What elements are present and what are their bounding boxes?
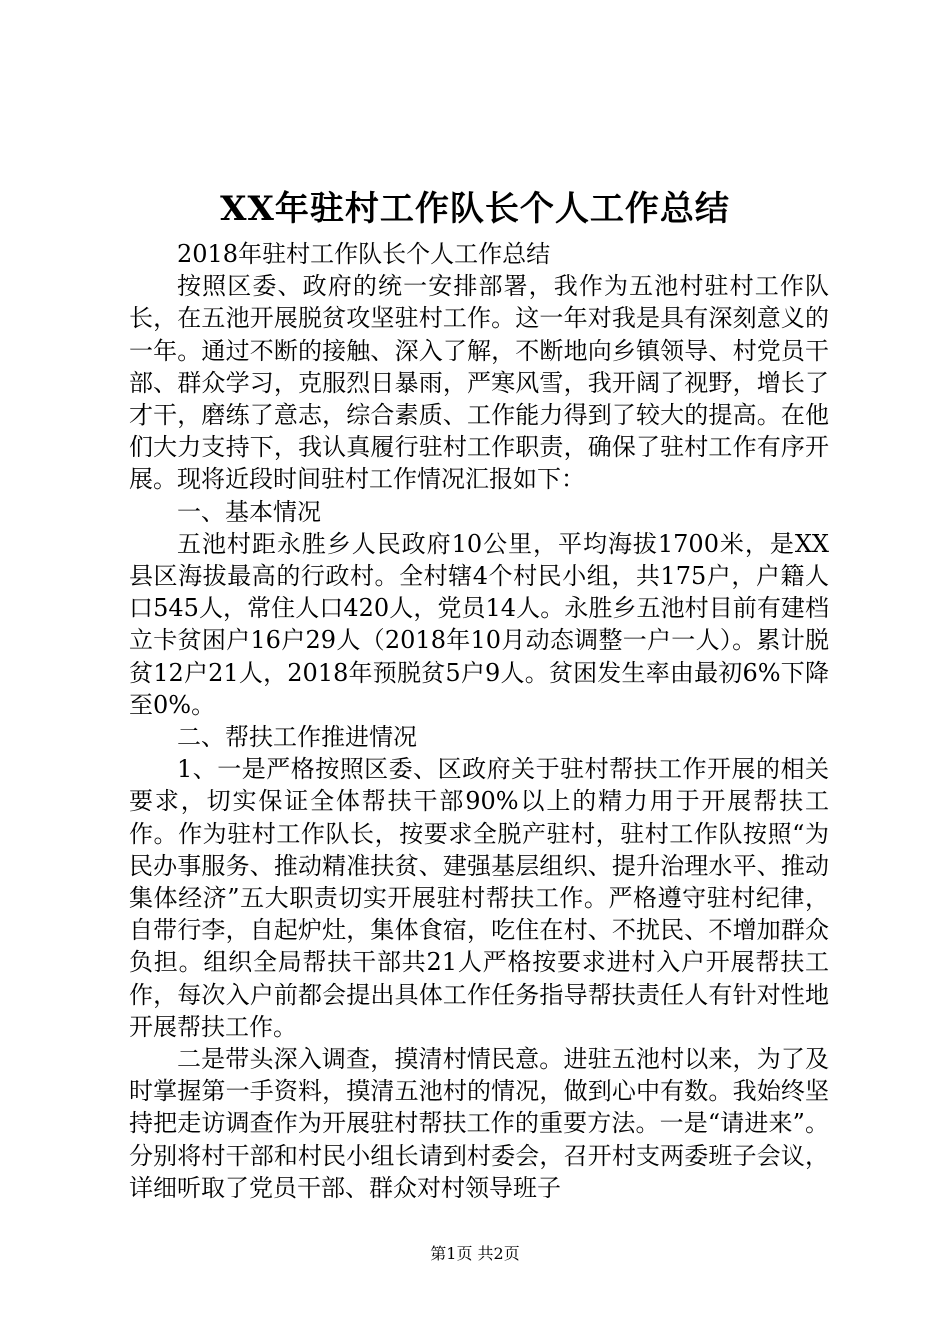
intro-paragraph: 按照区委、政府的统一安排部署，我作为五池村驻村工作队长，在五池开展脱贫攻坚驻村工作。这一年对我是具有深刻意义的一年。通过不断的接触、深入了解，不断地向乡镇领导、村党员干部、群众学习，克服烈日暴雨，严寒风雪，我开阔了视野，增长了才干，磨练了意志，综合素质、工作能力得到了较大的提高。在他们大力支持下，我认真履行驻村工作职责，确保了驻村工作有序开展。现将近段时间驻村工作情况汇报如下： xyxy=(129,272,829,494)
section-heading-progress: 二、帮扶工作推进情况 xyxy=(177,723,417,752)
progress-paragraph-2: 二是带头深入调查，摸清村情民意。进驻五池村以来，为了及时掌握第一手资料，摸清五池村的情况，做到心中有数。我始终坚持把走访调查作为开展驻村帮扶工作的重要方法。一是“请进来”。分别将村干部和村民小组长请到村委会，召开村支两委班子会议，详细听取了党员干部、群众对村领导班子 xyxy=(129,1045,829,1202)
progress-paragraph-1: 1、一是严格按照区委、区政府关于驻村帮扶工作开展的相关要求，切实保证全体帮扶干部90%以上的精力用于开展帮扶工作。作为驻村工作队长，按要求全脱产驻村，驻村工作队按照“为民办事服务、推动精准扶贫、建强基层组织、提升治理水平、推动集体经济”五大职责切实开展驻村帮扶工作。严格遵守驻村纪律，自带行李，自起炉灶，集体食宿，吃住在村、不扰民、不增加群众负担。组织全局帮扶干部共21人严格按要求进村入户开展帮扶工作，每次入户前都会提出具体工作任务指导帮扶责任人有针对性地开展帮扶工作。 xyxy=(129,755,829,1041)
basic-info-paragraph: 五池村距永胜乡人民政府10公里，平均海拔1700米，是XX县区海拔最高的行政村。全村辖4个村民小组，共175户，户籍人口545人，常住人口420人，党员14人。永胜乡五池村目前有建档立卡贫困户16户29人（2018年10月动态调整一户一人）。累计脱贫12户21人，2018年预脱贫5户9人。贫困发生率由最初6%下降至0%。 xyxy=(129,529,829,719)
page-title: XX年驻村工作队长个人工作总结 xyxy=(220,189,730,229)
subtitle-paragraph: 2018年驻村工作队长个人工作总结 xyxy=(177,240,551,268)
document-body xyxy=(129,238,829,1204)
section-heading-basic-info: 一、基本情况 xyxy=(177,497,321,526)
page-footer: 第1页 共2页 xyxy=(430,1244,520,1263)
